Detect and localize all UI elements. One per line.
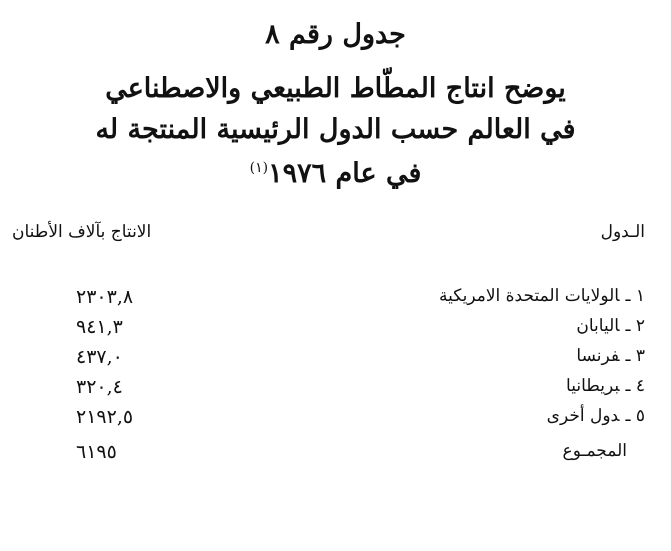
- table-row: [0, 316, 671, 346]
- table-row: [0, 286, 671, 316]
- country-name: الولايات المتحدة الامريكية: [438, 286, 620, 306]
- country-name: بريطانيا: [566, 376, 620, 396]
- country-name: فرنسا: [576, 346, 620, 366]
- row-country: [439, 286, 645, 306]
- table-number: جدول رقم ٨: [265, 19, 406, 50]
- row-index: ٤ ـ: [625, 376, 645, 396]
- row-index: ١ ـ: [625, 286, 645, 306]
- title-year: في عام ١٩٧٦: [268, 158, 422, 189]
- title-line-4: [0, 148, 671, 194]
- row-index: ٣ ـ: [625, 346, 645, 366]
- row-country: [576, 346, 645, 366]
- total-label: المجمـوع: [562, 441, 627, 461]
- production-value: ٢٣٠٣,٨: [76, 286, 134, 308]
- title-line-3: في العالم حسب الدول الرئيسية المنتجة له: [95, 114, 576, 145]
- title-line-2: يوضح انتاج المطّاط الطبيعي والاصطناعي: [105, 73, 566, 104]
- production-value: ٤٣٧,٠: [76, 346, 123, 368]
- total-value: ٦١٩٥: [76, 441, 117, 463]
- production-value: ٩٤١,٣: [76, 316, 123, 338]
- footnote-marker: (١): [249, 160, 269, 176]
- row-country: [547, 406, 645, 426]
- country-name: اليابان: [576, 316, 620, 336]
- row-index: ٢ ـ: [625, 316, 645, 336]
- column-header-production: الانتاج بآلاف الأطنان: [12, 222, 152, 242]
- country-name: دول أخرى: [546, 406, 620, 426]
- row-country: [576, 316, 645, 336]
- row-country: [566, 376, 645, 396]
- table-row: [0, 406, 671, 436]
- row-index: ٥ ـ: [625, 406, 645, 426]
- table-total-row: [0, 441, 671, 471]
- column-header-country: الـدول: [600, 222, 645, 242]
- table-row: [0, 376, 671, 406]
- production-value: ٣٢٠,٤: [76, 376, 123, 398]
- table-row: [0, 346, 671, 376]
- production-value: ٢١٩٢,٥: [76, 406, 134, 428]
